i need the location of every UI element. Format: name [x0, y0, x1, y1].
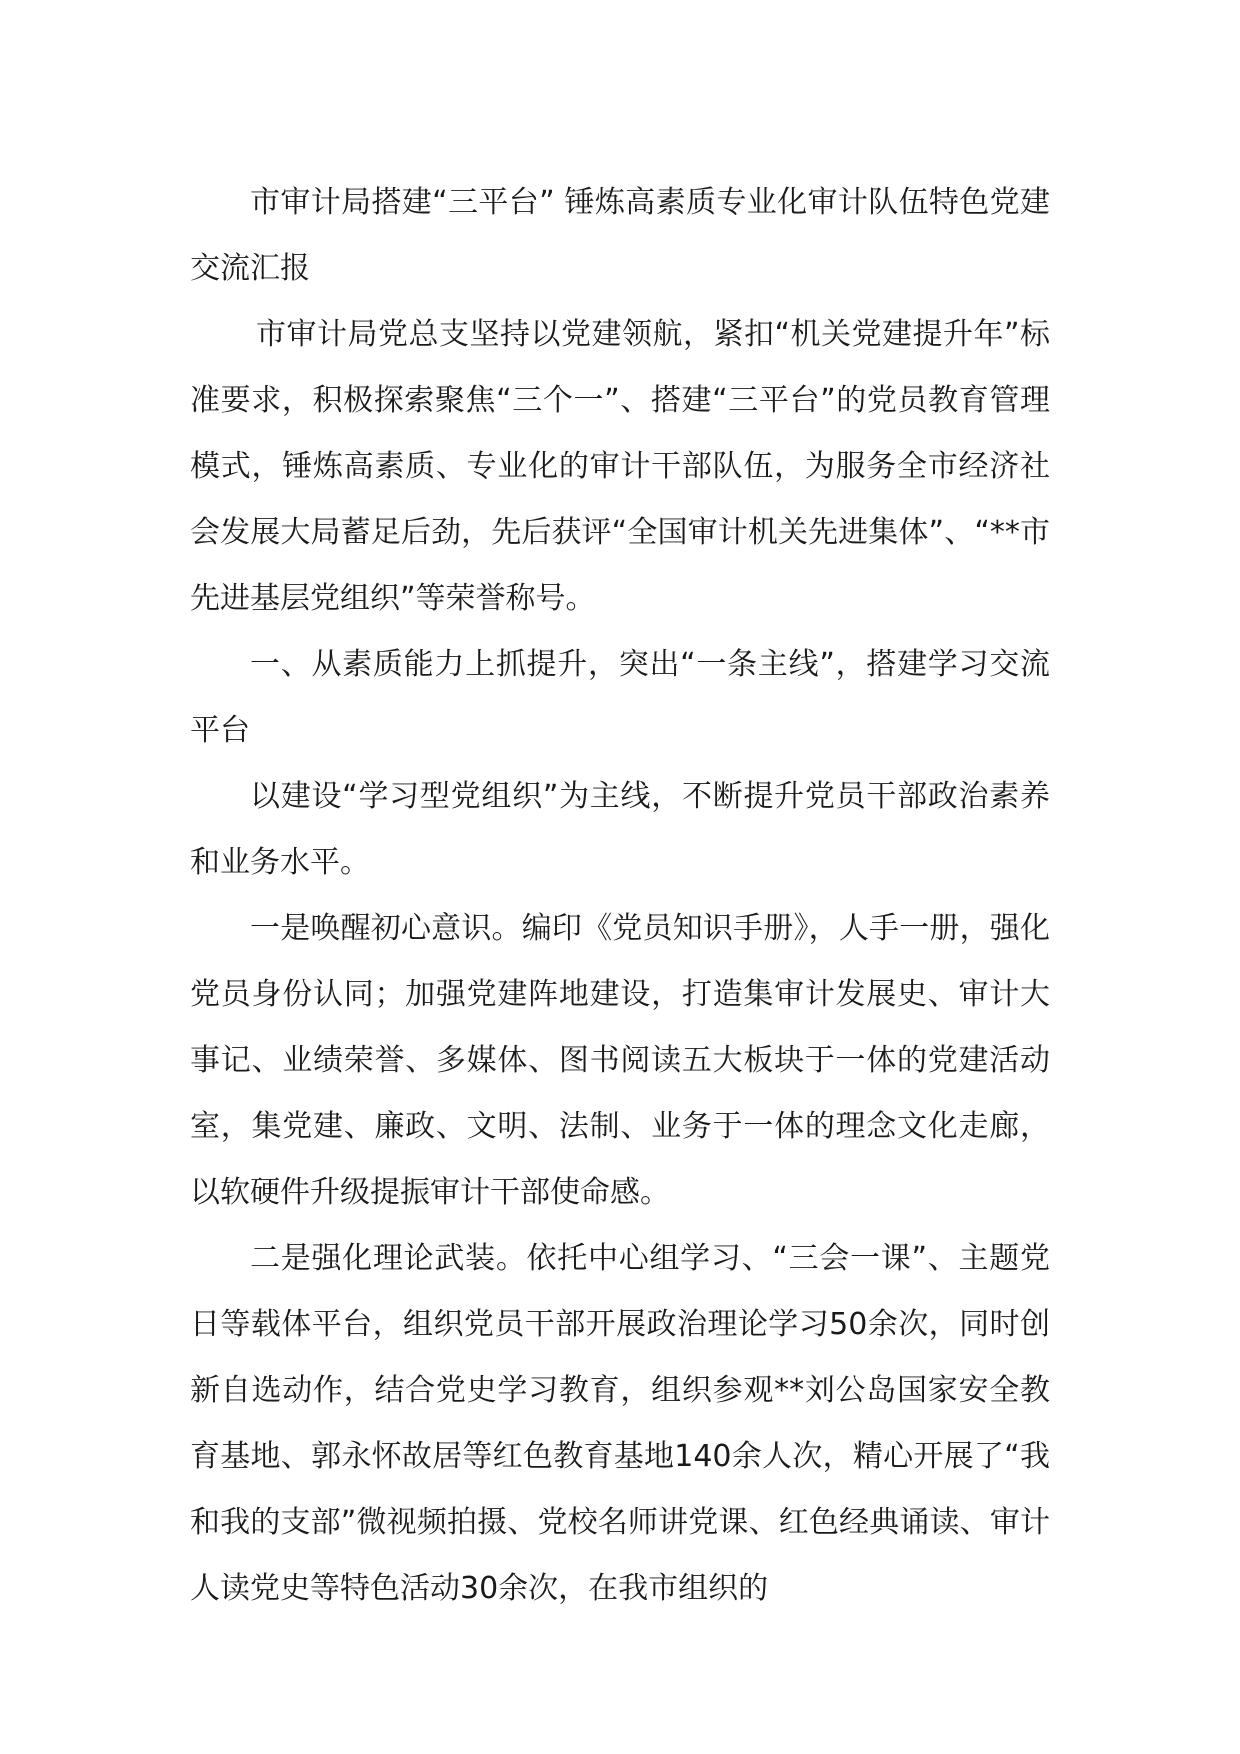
document-body	[190, 170, 1050, 1622]
paragraph-section-summary: 以建设“学习型党组织”为主线，不断提升党员干部政治素养和业务水平。	[190, 779, 1050, 880]
document-title: 市审计局搭建“三平台” 锤炼高素质专业化审计队伍特色党建交流汇报	[190, 185, 1050, 286]
section-heading-1: 一、从素质能力上抓提升，突出“一条主线”，搭建学习交流平台	[190, 647, 1050, 748]
paragraph-item-2: 二是强化理论武装。依托中心组学习、“三会一课”、主题党日等载体平台，组织党员干部开展政治理论学习50余次，同时创新自选动作，结合党史学习教育，组织参观**刘公岛国家安全教育基地、郭永怀故居等红色教育基地140余人次，精心开展了“我和我的支部”微视频拍摄、党校名师讲党课、红色经典诵读、审计人读党史等特色活动30余次，在我市组织的	[190, 1241, 1050, 1606]
paragraph-intro: 市审计局党总支坚持以党建领航，紧扣“机关党建提升年”标准要求，积极探索聚焦“三个一”、搭建“三平台”的党员教育管理模式，锤炼高素质、专业化的审计干部队伍，为服务全市经济社会发展大局蓄足后劲，先后获评“全国审计机关先进集体”、“**市先进基层党组织”等荣誉称号。	[190, 317, 1050, 616]
paragraph-item-1: 一是唤醒初心意识。编印《党员知识手册》，人手一册，强化党员身份认同；加强党建阵地建设，打造集审计发展史、审计大事记、业绩荣誉、多媒体、图书阅读五大板块于一体的党建活动室，集党建、廉政、文明、法制、业务于一体的理念文化走廊，以软硬件升级提振审计干部使命感。	[190, 911, 1050, 1210]
